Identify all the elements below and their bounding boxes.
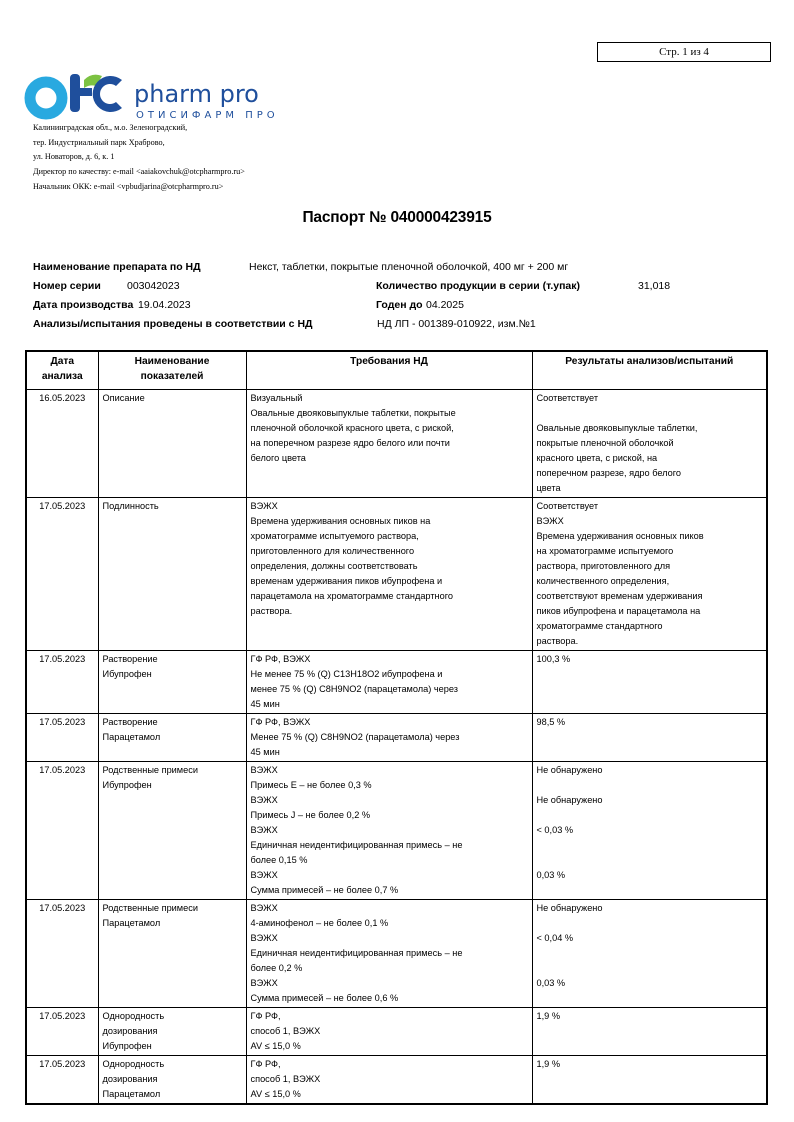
table-row <box>26 714 767 762</box>
results-cell <box>532 390 767 498</box>
indicator-name <box>98 651 246 714</box>
results-cell-line: 1,9 % <box>536 1059 560 1069</box>
table-row <box>26 762 767 900</box>
table-body <box>26 390 767 1105</box>
results-cell-line: 100,3 % <box>536 654 571 664</box>
results-cell-line: раствора, приготовленного для <box>536 561 671 571</box>
requirements-cell-line: Единичная неидентифицированная примесь – не <box>250 840 463 850</box>
results-cell-line: цвета <box>536 483 561 493</box>
results-cell-line: Соответствует <box>536 393 599 403</box>
requirements-cell <box>246 900 532 1008</box>
requirements-cell-line: ГФ РФ, ВЭЖХ <box>250 654 311 664</box>
indicator-name-line: Парацетамол <box>102 1089 161 1099</box>
results-table <box>25 350 768 1105</box>
requirements-cell <box>246 1008 532 1056</box>
results-cell-line: пиков ибупрофена и парацетамола на <box>536 606 701 616</box>
table-row <box>26 498 767 651</box>
analysis-date: 17.05.2023 <box>26 762 98 900</box>
requirements-cell-line: временам удерживания пиков ибупрофена и <box>250 576 443 586</box>
results-cell-line: 0,03 % <box>536 978 566 988</box>
quality-director-contact: Директор по качеству: e-mail <aaiakovchuk@otcpharmpro.ru> <box>33 167 245 177</box>
results-cell-line: количественного определения, <box>536 576 670 586</box>
requirements-cell-line: Примесь J – не более 0,2 % <box>250 810 371 820</box>
expiry-value: 04.2025 <box>426 299 464 311</box>
quantity-label: Количество продукции в серии (т.упак) <box>376 280 581 292</box>
indicator-name-line: Парацетамол <box>102 732 161 742</box>
production-date-value: 19.04.2023 <box>138 299 191 311</box>
results-cell-line: соответствуют временам удерживания <box>536 591 703 601</box>
results-cell-line: на хроматограмме испытуемого <box>536 546 674 556</box>
company-address <box>33 121 245 195</box>
indicator-name-line: Описание <box>102 393 145 403</box>
results-cell <box>532 762 767 900</box>
requirements-cell <box>246 498 532 651</box>
indicator-name <box>98 1008 246 1056</box>
results-cell-line <box>537 406 763 421</box>
requirements-cell-line: Менее 75 % (Q) C8H9NO2 (парацетамола) через <box>250 732 460 742</box>
analysis-date: 17.05.2023 <box>26 714 98 762</box>
indicator-name-line: Ибупрофен <box>102 780 152 790</box>
brand-sub-text: ОТИСИФАРМ ПРО <box>136 110 279 121</box>
results-cell-line: Не обнаружено <box>536 765 603 775</box>
requirements-cell-line: пленочной оболочкой красного цвета, с риской, <box>250 423 454 433</box>
requirements-cell <box>246 1056 532 1105</box>
requirements-cell <box>246 390 532 498</box>
compliance-label: Анализы/испытания проведены в соответствии с НД <box>33 318 313 330</box>
indicator-name <box>98 900 246 1008</box>
results-cell-line: поперечном разрезе, ядро белого <box>536 468 681 478</box>
batch-value: 003042023 <box>127 280 180 292</box>
requirements-cell-line: ВЭЖХ <box>250 870 278 880</box>
results-cell-line: красного цвета, с риской, на <box>536 453 658 463</box>
requirements-cell <box>246 714 532 762</box>
indicator-name <box>98 1056 246 1105</box>
analysis-date: 17.05.2023 <box>26 1056 98 1105</box>
requirements-cell-line: на поперечном разрезе ядро белого или почти <box>250 438 450 448</box>
results-cell-line: покрытые пленочной оболочкой <box>536 438 674 448</box>
results-cell-line: 1,9 % <box>536 1011 560 1021</box>
requirements-cell-line: Времена удерживания основных пиков на <box>250 516 431 526</box>
indicator-name <box>98 390 246 498</box>
requirements-cell-line: ГФ РФ, <box>250 1059 281 1069</box>
results-cell <box>532 651 767 714</box>
company-logo <box>24 66 309 122</box>
indicator-name-line: Подлинность <box>102 501 159 511</box>
results-cell <box>532 498 767 651</box>
table-row <box>26 390 767 498</box>
results-cell-line: 0,03 % <box>536 870 566 880</box>
results-cell-line <box>537 916 763 931</box>
requirements-cell-line: ВЭЖХ <box>250 933 278 943</box>
results-cell <box>532 900 767 1008</box>
results-cell <box>532 1008 767 1056</box>
batch-label: Номер серии <box>33 280 101 292</box>
results-cell-line <box>537 946 763 961</box>
requirements-cell-line: 4-аминофенол – не более 0,1 % <box>250 918 389 928</box>
indicator-name-line: Ибупрофен <box>102 669 152 679</box>
requirements-cell-line: Сумма примесей – не более 0,7 % <box>250 885 399 895</box>
requirements-cell-line: Овальные двояковыпуклые таблетки, покрытые <box>250 408 456 418</box>
results-cell-line: Овальные двояковыпуклые таблетки, <box>536 423 698 433</box>
requirements-cell-line: определения, должны соответствовать <box>250 561 418 571</box>
requirements-cell-line: 45 мин <box>250 699 280 709</box>
requirements-cell-line: ВЭЖХ <box>250 795 278 805</box>
requirements-cell-line: ГФ РФ, <box>250 1011 281 1021</box>
requirements-cell-line: хроматограмме испытуемого раствора, <box>250 531 419 541</box>
analysis-date: 17.05.2023 <box>26 651 98 714</box>
requirements-cell-line: AV ≤ 15,0 % <box>250 1089 301 1099</box>
otc-logo-graphic <box>24 66 309 122</box>
table-row <box>26 1056 767 1105</box>
results-cell-line: Не обнаружено <box>536 903 603 913</box>
requirements-cell-line: ГФ РФ, ВЭЖХ <box>250 717 311 727</box>
drug-name-label: Наименование препарата по НД <box>33 261 201 273</box>
qc-head-contact: Начальник ОКК: e-mail <vpbudjarina@otcpharmpro.ru> <box>33 181 224 191</box>
passport-title: Паспорт № 040000423915 <box>302 209 492 226</box>
requirements-cell-line: 45 мин <box>250 747 280 757</box>
indicator-name-line: Растворение <box>102 654 158 664</box>
address-line: тер. Индустриальный парк Храброво, <box>33 137 165 147</box>
results-cell <box>532 714 767 762</box>
address-line: ул. Новаторов, д. 6, к. 1 <box>33 152 115 162</box>
header-date: Дата анализа <box>26 351 98 390</box>
requirements-cell-line: Не менее 75 % (Q) C13H18O2 ибупрофена и <box>250 669 443 679</box>
requirements-cell-line: ВЭЖХ <box>250 825 278 835</box>
results-cell-line <box>537 808 763 823</box>
indicator-name-line: Однородность <box>102 1011 165 1021</box>
requirements-cell-line: белого цвета <box>250 453 306 463</box>
results-cell-line: хроматограмме стандартного <box>536 621 663 631</box>
production-date-label: Дата производства <box>33 299 134 311</box>
address-line: Калининградская обл., м.о. Зеленоградский, <box>33 123 188 132</box>
analysis-date: 17.05.2023 <box>26 498 98 651</box>
requirements-cell-line: способ 1, ВЭЖХ <box>250 1074 321 1084</box>
requirements-cell-line: способ 1, ВЭЖХ <box>250 1026 321 1036</box>
requirements-cell-line: ВЭЖХ <box>250 978 278 988</box>
results-cell-line <box>537 961 763 976</box>
results-cell-line: ВЭЖХ <box>536 516 564 526</box>
results-cell-line <box>537 778 763 793</box>
requirements-cell-line: ВЭЖХ <box>250 765 278 775</box>
indicator-name-line: Растворение <box>102 717 158 727</box>
drug-name-value: Некст, таблетки, покрытые пленочной оболочкой, 400 мг + 200 мг <box>249 261 569 273</box>
header-indicator: Наименование показателей <box>98 351 246 390</box>
requirements-cell-line: Примесь E – не более 0,3 % <box>250 780 372 790</box>
page-indicator: Стр. 1 из 4 <box>597 42 771 62</box>
results-cell-line <box>537 838 763 853</box>
indicator-name <box>98 714 246 762</box>
results-cell-line: < 0,03 % <box>536 825 574 835</box>
indicator-name-line: Родственные примеси <box>102 765 198 775</box>
table-row <box>26 1008 767 1056</box>
indicator-name-line: Ибупрофен <box>102 1041 152 1051</box>
results-cell-line: Соответствует <box>536 501 599 511</box>
table-header-row <box>26 351 767 390</box>
requirements-cell <box>246 762 532 900</box>
indicator-name <box>98 498 246 651</box>
compliance-value: НД ЛП - 001389-010922, изм.№1 <box>377 318 536 330</box>
indicator-name <box>98 762 246 900</box>
requirements-cell-line: более 0,2 % <box>250 963 303 973</box>
requirements-cell <box>246 651 532 714</box>
results-cell-line: Времена удерживания основных пиков <box>536 531 704 541</box>
results-cell-line: Не обнаружено <box>536 795 603 805</box>
requirements-cell-line: парацетамола на хроматограмме стандартного <box>250 591 453 601</box>
requirements-cell-line: AV ≤ 15,0 % <box>250 1041 301 1051</box>
indicator-name-line: Однородность <box>102 1059 165 1069</box>
analysis-date: 16.05.2023 <box>26 390 98 498</box>
requirements-cell-line: Единичная неидентифицированная примесь – не <box>250 948 463 958</box>
requirements-cell-line: менее 75 % (Q) C8H9NO2 (парацетамола) через <box>250 684 458 694</box>
indicator-name-line: дозирования <box>102 1074 158 1084</box>
requirements-cell-line: раствора. <box>250 606 293 616</box>
analysis-date: 17.05.2023 <box>26 900 98 1008</box>
requirements-cell-line: ВЭЖХ <box>250 501 278 511</box>
requirements-cell-line: приготовленного для количественного <box>250 546 415 556</box>
requirements-cell-line: ВЭЖХ <box>250 903 278 913</box>
requirements-cell-line: Сумма примесей – не более 0,6 % <box>250 993 399 1003</box>
brand-main-text: pharm pro <box>134 80 259 108</box>
table-row <box>26 900 767 1008</box>
results-cell <box>532 1056 767 1105</box>
table-row <box>26 651 767 714</box>
header-requirements: Требования НД <box>246 351 532 390</box>
requirements-cell-line: Визуальный <box>250 393 303 403</box>
header-results: Результаты анализов/испытаний <box>532 351 767 390</box>
analysis-date: 17.05.2023 <box>26 1008 98 1056</box>
requirements-cell-line: более 0,15 % <box>250 855 308 865</box>
results-cell-line: раствора. <box>536 636 579 646</box>
results-cell-line <box>537 853 763 868</box>
results-cell-line: < 0,04 % <box>536 933 574 943</box>
results-cell-line: 98,5 % <box>536 717 566 727</box>
indicator-name-line: Родственные примеси <box>102 903 198 913</box>
expiry-label: Годен до <box>376 299 423 311</box>
quantity-value: 31,018 <box>638 280 671 292</box>
indicator-name-line: Парацетамол <box>102 918 161 928</box>
indicator-name-line: дозирования <box>102 1026 158 1036</box>
